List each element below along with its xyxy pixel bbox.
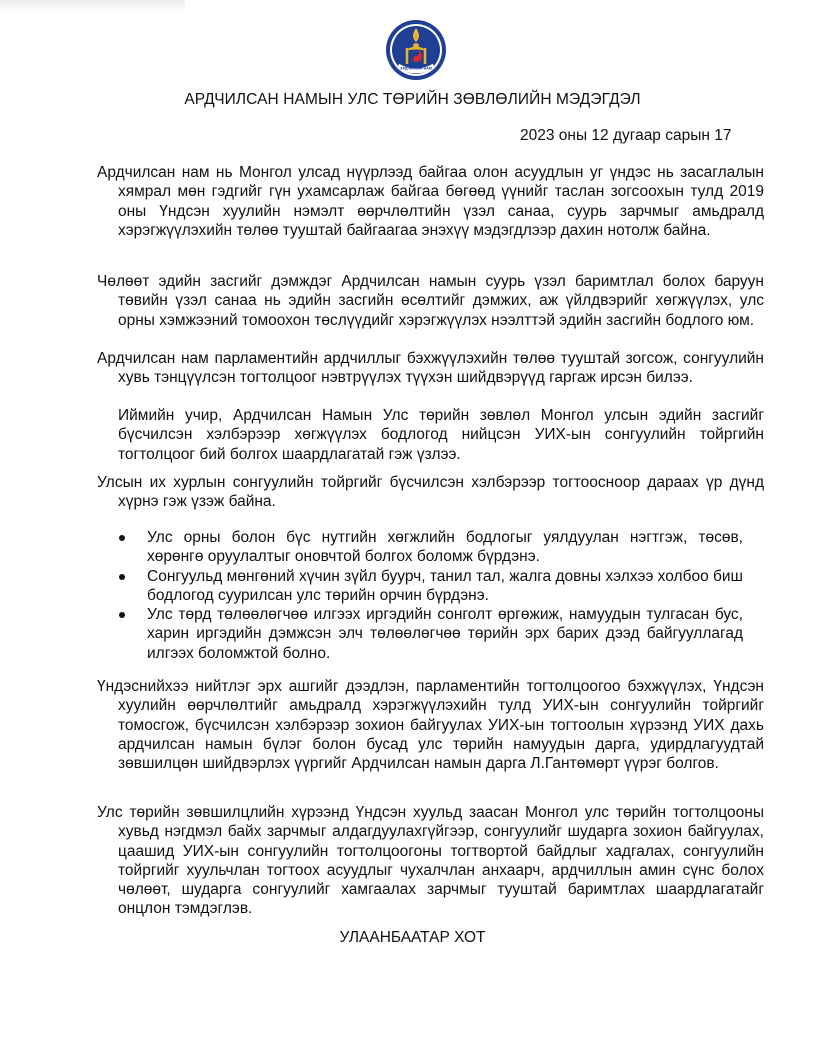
paragraph-3: Ардчилсан нам парламентийн ардчиллыг бэхжүүлэхийн төлөө тууштай зогсож, сонгуулийн хувь тэнцүүлсэн тогтолцоог нэвтрүүлэх түүхэн шийдвэрүүд гаргаж ирсэн билээ. <box>97 350 764 387</box>
document-title: АРДЧИЛСАН НАМЫН УЛС ТӨРИЙН ЗӨВЛӨЛИЙН МЭДЭГДЭЛ <box>184 91 641 108</box>
logo-caption: АРДЧИЛСАН НАМ <box>400 66 432 71</box>
list-item <box>118 567 743 606</box>
result-list <box>118 528 743 663</box>
bullet-icon <box>119 574 125 580</box>
paragraph-7: Улс төрийн зөвшилцлийн хүрээнд Үндсэн хуульд заасан Монгол улс төрийн тогтолцооны хувьд нэгдмэл байх зарчмыг алдагдуулахгүйгээр, сонгуулийг шударга зохион байгуулах, цаашид УИХ-ын сонгуулийн тогтолцоогоны тогтвортой байдлыг хадгалах, сонгуулийн тойргийг хуульчлан тогтоох асуудлыг чухалчлан анхаарч, ардчиллын амин сүнс болох чөлөөт, шударга сонгуулийг хамгаалах зарчмыг тууштай баримтлах шаардлагатайг онцлон тэмдэглэв. <box>97 804 764 918</box>
bullet-icon <box>119 612 125 618</box>
paragraph-5: Улсын их хурлын сонгуулийн тойргийг бүсчилсэн хэлбэрээр тогтоосноор дараах үр дүнд хүрнэ гэж үзэж байна. <box>97 474 764 511</box>
paragraph-4: Иймийн учир, Ардчилсан Намын Улс төрийн зөвлөл Монгол улсын эдийн засгийг бүсчилсэн хэлбэрээр хөгжүүлэх бодлогод нийцсэн УИХ-ын сонгуулийн тойргийн тогтолцоог бий болгох шаардлагатай гэж үзлээ. <box>118 407 764 463</box>
party-emblem-icon <box>384 18 448 82</box>
paragraph-2: Чөлөөт эдийн засгийг дэмждэг Ардчилсан намын суурь үзэл баримтлал болох баруун төвийн үзэл санаа нь эдийн засгийн өсөлтийг дэмжих, аж үйлдвэрийг хөгжүүлэх, улс орны хэмжээний томоохон төслүүдийг хэрэгжүүлэх нээлттэй эдийн засгийн бодлого юм. <box>97 273 764 329</box>
page-corner-shadow <box>0 0 185 12</box>
document-date: 2023 оны 12 дугаар сарын 17 <box>520 127 732 144</box>
list-item <box>118 605 743 663</box>
list-item <box>118 528 743 567</box>
paragraph-1: Ардчилсан нам нь Монгол улсад нүүрлээд байгаа олон асуудлын уг үндэс нь засаглалын хямрал мөн гэдгийг гүн ухамсарлаж байгаа бөгөөд үүнийг таслан зогсоохын тулд 2019 оны Үндсэн хуулийн нэмэлт өөрчлөлтийн үзэл санаа, суурь зарчмыг амьдралд хэрэгжүүлэхийн төлөө тууштай байгаагаа энэхүү мэдэгдлээр дахин нотолж байна. <box>97 164 764 239</box>
list-item-text: Сонгуульд мөнгөний хүчин зүйл буурч, танил тал, жалга довны хэлхээ холбоо биш бодлогод суурилсан улс төрийн орчин бүрдэнэ. <box>147 567 743 604</box>
list-item-text: Улс орны болон бүс нутгийн хөгжлийн бодлогыг уялдуулан нэгтгэж, төсөв, хөрөнгө оруулалтыг оновчтой болгох боломж бүрдэнэ. <box>147 529 743 566</box>
list-item-text: Улс төрд төлөөлөгчөө илгээх иргэдийн сонголт өргөжиж, намуудын тулгасан бус, харин иргэдийн дэмжсэн элч төлөөлөгчөө төрийн эрх барих дээд байгууллагад илгээх боломжтой болно. <box>147 606 743 662</box>
document-city: УЛААНБААТАР ХОТ <box>339 929 486 946</box>
bullet-icon <box>119 535 125 541</box>
paragraph-6: Үндэснийхээ нийтлэг эрх ашгийг дээдлэн, парламентийн тогтолцоогоо бэхжүүлэх, Үндсэн хуулийн өөрчлөлтийг амьдралд хэрэгжүүлэхийн тулд УИХ-ын сонгуулийн тойргийг томосгож, бүсчилсэн хэлбэрээр зохион байгуулах УИХ-ын тогтоолын хүрээнд УИХ дахь ардчилсан намын бүлэг болон бусад улс төрийн намуудын дарга, удирдлагуудтай зөвшилцөн шийдвэрлэх үүргийг Ардчилсан намын дарга Л.Гантөмөрт үүрэг болгов. <box>97 678 764 773</box>
